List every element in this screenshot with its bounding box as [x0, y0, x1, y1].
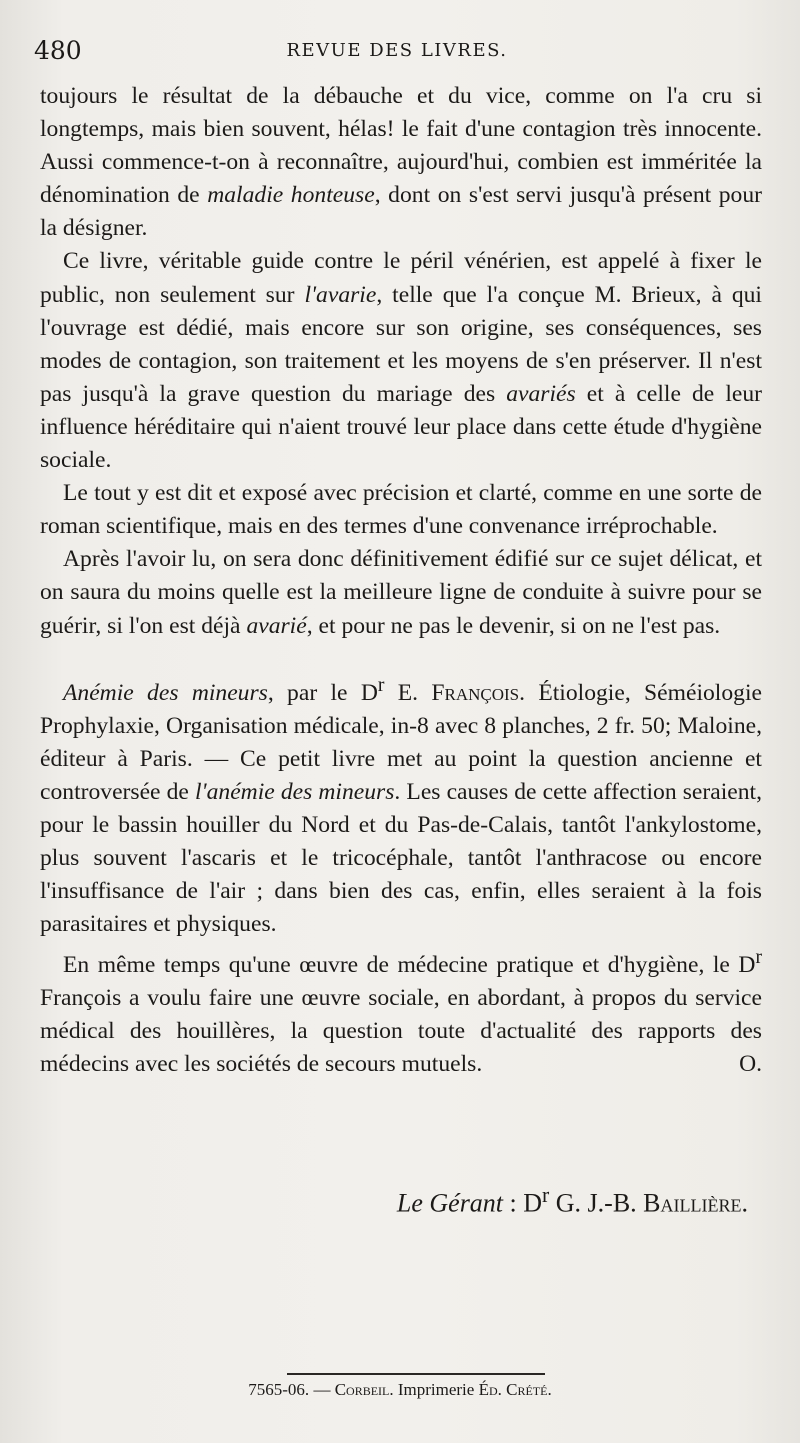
text-run: . Étiologie, Séméiologie Prophylaxie, Organisation médicale, in-8 avec 8 planches, 2 fr. 50; Maloine, éditeur à Paris. — Ce petit livre met au point la question ancienne et controversée de: [40, 679, 762, 805]
text-run: toujours le résultat de la débauche et du vice, comme on l'a cru si longtemps, mais bien souvent, hélas! le fait d'une contagion très innocente. Aussi commence-t-on à reconnaître, aujourd'hui, combien est imméritée la dénomination de: [40, 83, 762, 209]
text-run: Imprimerie: [393, 1380, 479, 1399]
article-body: [40, 80, 762, 1081]
paragraph-4: [40, 543, 762, 642]
italic-term: avarié: [246, 612, 307, 639]
paragraph-2: [40, 245, 762, 477]
text-run: . Les causes de cette affection seraient, pour le bassin houiller du Nord et du Pas-de-Calais, tantôt l'ankylostome, plus souvent l'ascaris et le tricocéphale, tantôt l'anthracose ou encore l'insuffisance de l'air ; dans bien des cas, enfin, elles seraient à la fois parasitaires et physiques.: [40, 778, 762, 938]
paragraph-3: Le tout y est dit et exposé avec précision et clarté, comme en une sorte de roman scientifique, mais en des termes d'une convenance irréprochable.: [40, 480, 762, 540]
italic-term: maladie honteuse: [207, 182, 375, 209]
print-city: Corbeil.: [334, 1380, 394, 1399]
printer-imprint: [0, 1380, 800, 1400]
gerant-signature: [397, 1183, 748, 1219]
italic-term: l'avarie: [304, 281, 377, 308]
text-run: En même temps qu'une œuvre de médecine pratique et d'hygiène, le D: [63, 952, 756, 979]
text-run: , et pour ne pas le devenir, si on ne l'est pas.: [306, 612, 721, 639]
reviewer-signature: O.: [739, 1051, 762, 1078]
review-entry-anemie: [40, 669, 762, 942]
page-header: [34, 36, 760, 70]
superscript: r: [377, 673, 385, 696]
gerant-label: Le Gérant: [396, 1188, 504, 1218]
text-run: , dont on s'est servi jusqu'à présent pour la désigner.: [40, 182, 763, 242]
text-run: , par le D: [267, 679, 378, 706]
print-number: 7565-06.: [248, 1380, 310, 1399]
text-run: —: [309, 1380, 335, 1399]
text-run: Ce livre, véritable guide contre le péril vénérien, est appelé à fixer le public, non seulement sur: [40, 248, 762, 308]
book-title: Anémie des mineurs: [63, 679, 268, 706]
page-number: 480: [34, 36, 82, 65]
text-run: E.: [384, 679, 432, 706]
text-run: G. J.-B.: [549, 1188, 644, 1218]
section-gap: [40, 643, 762, 669]
text-run: : D: [503, 1188, 543, 1218]
book-author: François: [431, 679, 520, 706]
text-run: et à celle de leur influence héréditaire qui n'aient trouvé leur place dans cette étude d'hygiène sociale.: [40, 380, 763, 474]
paragraph-6: [40, 941, 762, 1081]
text-run: François a voulu faire une œuvre sociale, en abordant, à propos du service médical des houillères, la question toute d'actualité des rapports des médecins avec les sociétés de secours mutuels.: [40, 985, 762, 1078]
text-run: Après l'avoir lu, on sera donc définitivement édifié sur ce sujet délicat, et on saura du moins quelle est la meilleure ligne de conduite à suivre pour se guérir, si l'on est déjà: [40, 546, 762, 639]
italic-term: l'anémie des mineurs: [195, 778, 395, 805]
text-run: , telle que l'a conçue M. Brieux, à qui l'ouvrage est dédié, mais encore sur son origine, ses conséquences, ses modes de contagion, son traitement et les moyens de s'en préserver. Il n'est pas jusqu'à la grave question du mariage des: [40, 281, 762, 407]
paragraph-1: [40, 80, 762, 245]
imprint-rule: [287, 1373, 545, 1375]
italic-term: avariés: [506, 380, 576, 407]
gerant-name: Baillière.: [643, 1188, 748, 1218]
printer-name: Éd. Crété.: [478, 1380, 552, 1399]
running-head: REVUE DES LIVRES.: [286, 40, 508, 61]
superscript: r: [755, 946, 762, 969]
superscript: r: [542, 1183, 550, 1207]
